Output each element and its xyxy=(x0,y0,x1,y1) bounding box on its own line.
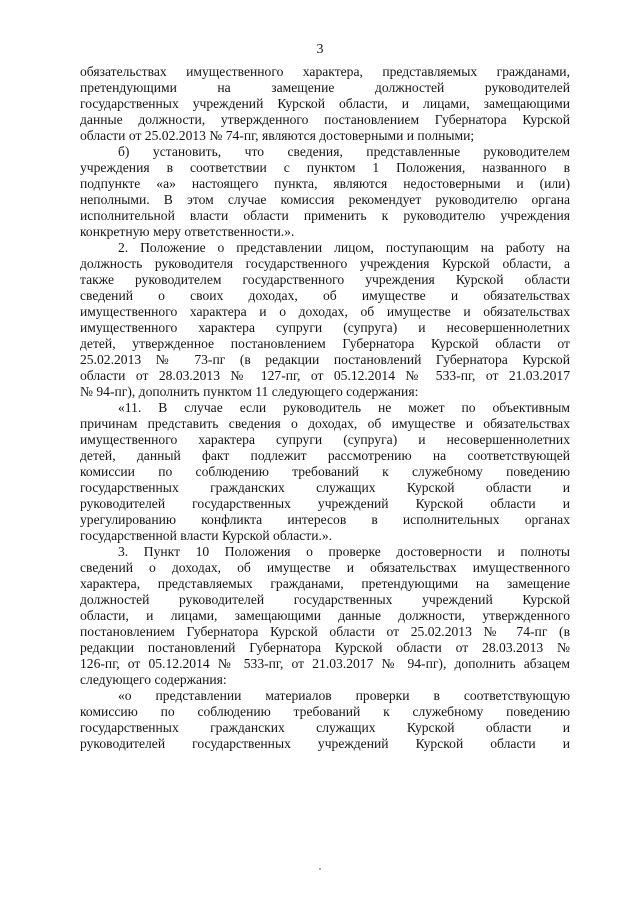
text-line: претендующими на замещение должностей руководителей xyxy=(80,80,570,95)
text-line: подпункте «а» настоящего пункта, являются недостоверными и (или) xyxy=(80,176,570,191)
text-line: руководителей государственных учреждений Курской области и xyxy=(80,736,570,751)
text-line: области от 28.03.2013 № 127-пг, от 05.12.2014 № 533-пг, от 21.03.2017 xyxy=(80,368,570,383)
scan-artifact-dot xyxy=(319,868,321,870)
text-line: редакции постановлений Губернатора Курской области от 28.03.2013 № xyxy=(80,640,570,655)
page-number: 3 xyxy=(316,42,324,57)
text-line: 2. Положение о представлении лицом, поступающим на работу на xyxy=(118,240,570,255)
text-line: 126-пг, от 05.12.2014 № 533-пг, от 21.03.2017 № 94-пг), дополнить абзацем xyxy=(80,656,570,671)
document-body xyxy=(80,64,570,752)
text-line: государственных гражданских служащих Курской области и xyxy=(80,480,570,495)
text-line: конкретную меру ответственности.». xyxy=(80,224,295,239)
text-line: исполнительной власти области применить к руководителю учреждения xyxy=(80,208,570,223)
text-line: государственной власти Курской области.». xyxy=(80,528,333,543)
text-line: комиссию по соблюдению требований к служебному поведению xyxy=(80,704,570,719)
text-line: 25.02.2013 № 73-пг (в редакции постановлений Губернатора Курской xyxy=(80,352,570,367)
text-line: имущественного характера супруги (супруга) и несовершеннолетних xyxy=(80,320,570,335)
text-line: причинам представить сведения о доходах, об имуществе и обязательствах xyxy=(80,416,570,431)
text-line: детей, утвержденное постановлением Губернатора Курской области от xyxy=(80,336,570,351)
text-line: данные должности, утвержденного постановлением Губернатора Курской xyxy=(80,112,570,127)
text-line: детей, данный факт подлежит рассмотрению на соответствующей xyxy=(80,448,570,463)
text-line: области от 25.02.2013 № 74-пг, являются достоверными и полными; xyxy=(80,128,475,143)
text-line: области, и лицами, замещающими данные должности, утвержденного xyxy=(80,608,570,623)
text-line: сведений о своих доходах, об имуществе и обязательствах xyxy=(80,288,570,303)
text-line: руководителей государственных учреждений Курской области и xyxy=(80,496,570,511)
text-line: следующего содержания: xyxy=(80,672,227,687)
text-line: должность руководителя государственного учреждения Курской области, а xyxy=(80,256,570,271)
text-line: урегулированию конфликта интересов в исполнительных органах xyxy=(80,512,570,527)
text-line: государственных учреждений Курской области, и лицами, замещающими xyxy=(80,96,570,111)
text-line: постановлением Губернатора Курской области от 25.02.2013 № 74-пг (в xyxy=(80,624,570,639)
text-line: государственных гражданских служащих Курской области и xyxy=(80,720,570,735)
text-line: «о представлении материалов проверки в соответствующую xyxy=(118,688,570,703)
text-line: б) установить, что сведения, представленные руководителем xyxy=(118,144,570,159)
text-line: «11. В случае если руководитель не может по объективным xyxy=(118,400,570,415)
text-line: сведений о доходах, об имуществе и обязательствах имущественного xyxy=(80,560,570,575)
text-line: имущественного характера супруги (супруга) и несовершеннолетних xyxy=(80,432,570,447)
text-line: 3. Пункт 10 Положения о проверке достоверности и полноты xyxy=(118,544,570,559)
text-line: комиссии по соблюдению требований к служебному поведению xyxy=(80,464,570,479)
text-line: должностей руководителей государственных учреждений Курской xyxy=(80,592,570,607)
text-line: имущественного характера и о доходах, об имуществе и обязательствах xyxy=(80,304,570,319)
text-line: неполными. В этом случае комиссия рекомендует руководителю органа xyxy=(80,192,570,207)
text-line: характера, представляемых гражданами, претендующими на замещение xyxy=(80,576,570,591)
text-line: обязательствах имущественного характера, представляемых гражданами, xyxy=(80,64,570,79)
text-line: также руководителем государственного учреждения Курской области xyxy=(80,272,570,287)
text-line: учреждения в соответствии с пунктом 1 Положения, названного в xyxy=(80,160,570,175)
text-line: № 94-пг), дополнить пунктом 11 следующего содержания: xyxy=(80,384,419,399)
